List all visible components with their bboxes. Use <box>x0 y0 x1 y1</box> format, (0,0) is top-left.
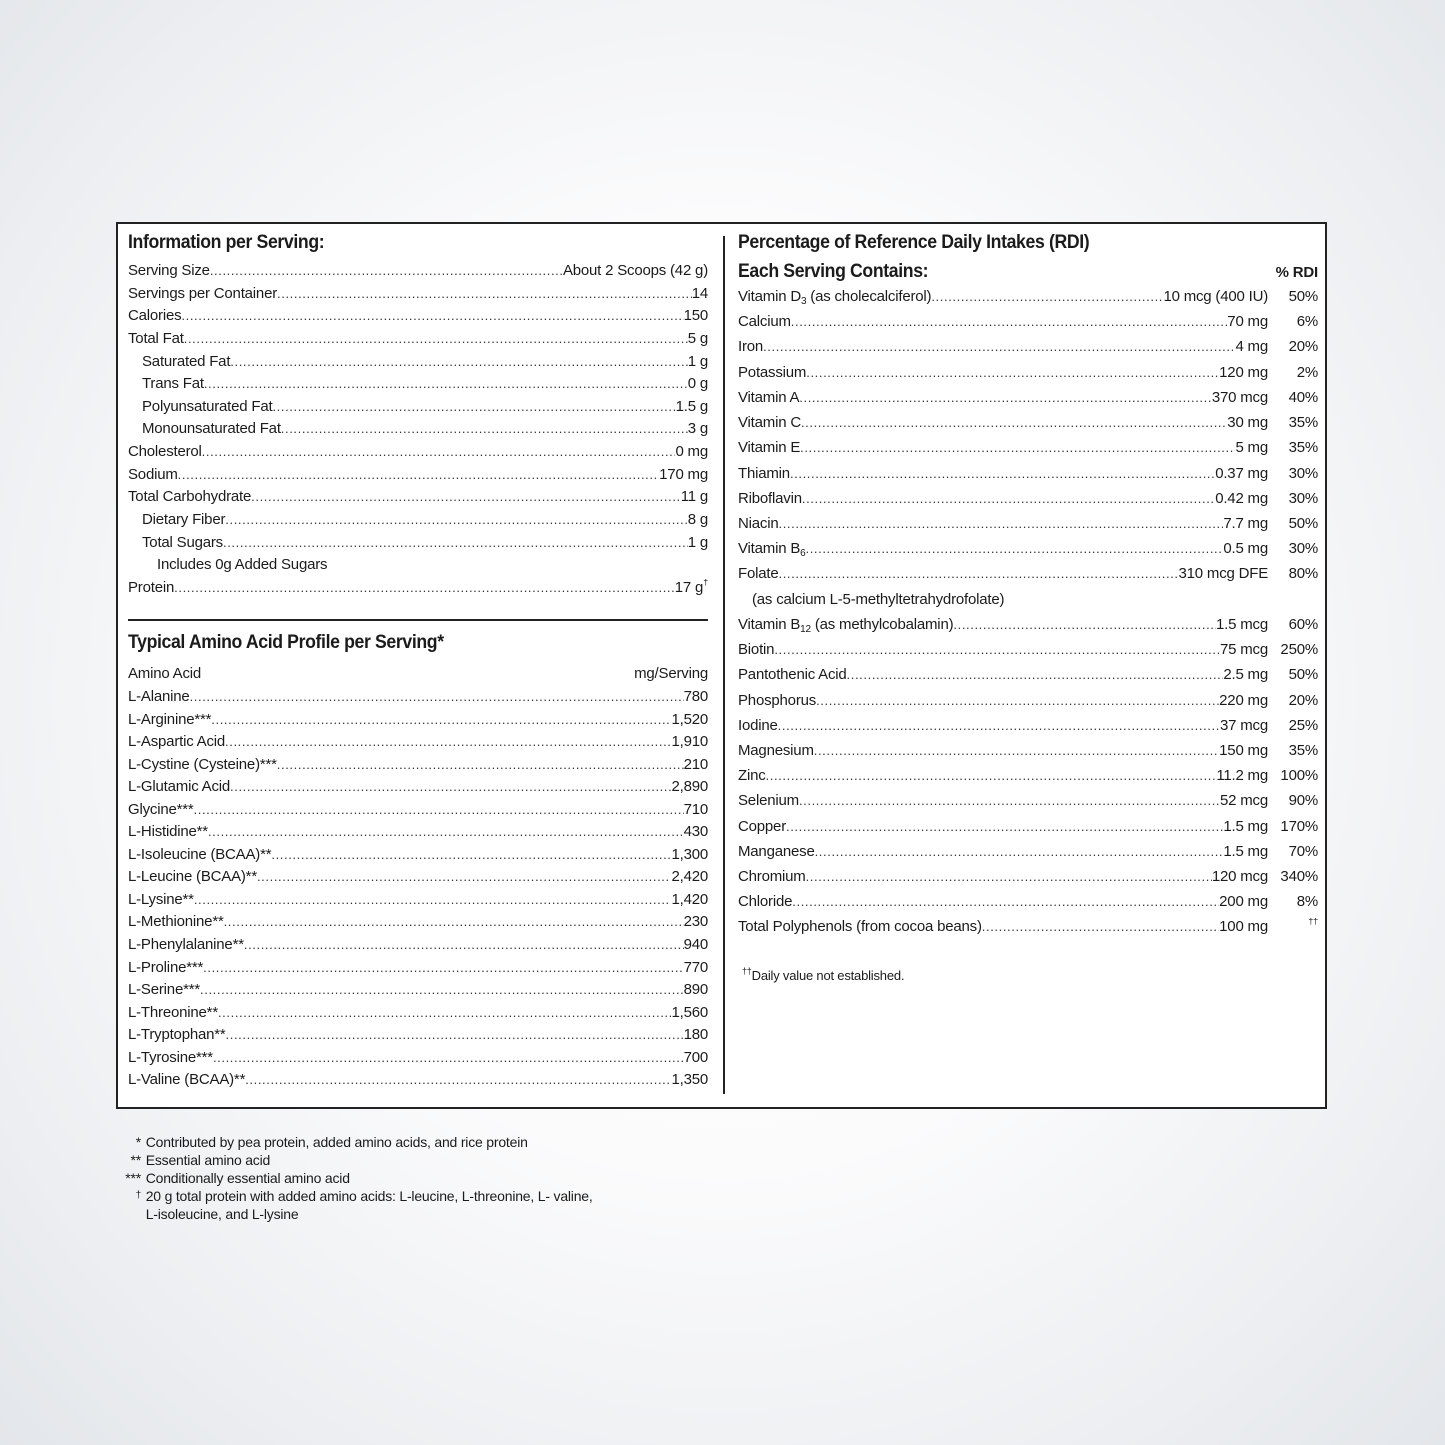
rdi-name: Riboflavin <box>738 489 802 507</box>
rdi-value: 100 mg <box>1219 918 1268 936</box>
dot-leader <box>799 390 1212 405</box>
rdi-pct: 8% <box>1296 893 1318 911</box>
serving-row <box>128 330 708 353</box>
rdi-row <box>738 490 1318 515</box>
serving-row <box>128 534 708 557</box>
footnote-mark: † <box>135 1190 141 1201</box>
rdi-name-subscript: 6 <box>800 548 806 560</box>
amino-name: Glycine*** <box>128 800 194 818</box>
serving-row <box>128 307 708 330</box>
amino-column-header <box>128 665 708 682</box>
footnote-line <box>119 1133 593 1151</box>
dot-leader <box>791 314 1228 329</box>
serving-row <box>128 556 708 579</box>
serving-value: 11 g <box>680 488 708 506</box>
dot-leader <box>806 869 1212 884</box>
amino-name: L-Leucine (BCAA)** <box>128 868 257 886</box>
footnote-line <box>119 1169 593 1187</box>
amino-row <box>128 936 708 959</box>
rdi-name: Niacin <box>738 514 779 532</box>
amino-row <box>128 733 708 756</box>
serving-value: 8 g <box>687 511 708 529</box>
rdi-pct: 50% <box>1288 666 1318 684</box>
rdi-value: 310 mcg DFE <box>1178 565 1268 583</box>
dot-leader <box>218 1005 671 1020</box>
rdi-row <box>738 515 1318 540</box>
footnote-text: Contributed by pea protein, added amino acids, and rice protein <box>145 1134 528 1150</box>
rdi-value: 0.42 mg <box>1215 489 1268 507</box>
serving-value: 17 g† <box>674 578 708 596</box>
serving-row <box>128 262 708 285</box>
rdi-row <box>738 389 1318 414</box>
footnote-line <box>119 1205 593 1223</box>
dot-leader <box>204 376 688 391</box>
rdi-name: Iron <box>738 338 764 356</box>
footnote-mark: ** <box>130 1152 141 1168</box>
dot-leader <box>816 693 1219 708</box>
amino-row <box>128 1026 708 1049</box>
rdi-pct-mark: †† <box>1308 918 1318 927</box>
amino-value: 890 <box>683 981 708 999</box>
amino-row <box>128 801 708 824</box>
amino-name: L-Phenylalanine** <box>128 936 244 954</box>
amino-value: 700 <box>683 1048 708 1066</box>
amino-row <box>128 891 708 914</box>
rdi-row <box>738 843 1318 868</box>
dot-leader <box>181 308 683 323</box>
rdi-name: Potassium <box>738 363 807 381</box>
serving-value: 150 <box>683 307 708 325</box>
footnote-mark: *** <box>125 1170 141 1186</box>
rdi-pct: 40% <box>1288 388 1318 406</box>
dot-leader <box>245 1072 671 1087</box>
rdi-row <box>738 666 1318 691</box>
serving-value: 170 mg <box>659 465 708 483</box>
rdi-pct: 6% <box>1296 313 1318 331</box>
serving-value: 3 g <box>687 420 708 438</box>
dot-leader <box>814 743 1219 758</box>
amino-name: L-Serine*** <box>128 981 201 999</box>
dot-leader <box>178 467 659 482</box>
rdi-pct: 60% <box>1288 615 1318 633</box>
rdi-value: 200 mg <box>1219 893 1268 911</box>
rdi-pct: 250% <box>1280 641 1318 659</box>
dot-leader <box>226 1027 684 1042</box>
serving-row <box>128 579 708 602</box>
serving-name: Sodium <box>128 465 178 483</box>
rdi-row <box>738 893 1318 918</box>
rdi-value: 4 mg <box>1235 338 1268 356</box>
footnote-text: 20 g total protein with added amino acids: L-leucine, L-threonine, L- valine, <box>145 1188 593 1204</box>
dv-footnote-text: Daily value not established. <box>751 968 905 983</box>
serving-name: Includes 0g Added Sugars <box>157 556 328 574</box>
serving-name: Total Fat <box>128 329 184 347</box>
dot-leader <box>801 415 1227 430</box>
rdi-name: Zinc <box>738 767 766 785</box>
rdi-value: 120 mg <box>1219 363 1268 381</box>
supplement-facts-panel <box>116 222 1327 1109</box>
dot-leader <box>806 541 1224 556</box>
dot-leader <box>200 982 684 997</box>
dot-leader <box>790 466 1215 481</box>
rdi-pct: 50% <box>1288 288 1318 305</box>
rdi-row <box>738 565 1318 590</box>
footnote-line <box>119 1187 593 1205</box>
rdi-value: 1.5 mg <box>1223 817 1268 835</box>
dot-leader <box>281 421 688 436</box>
serving-value: 1 g <box>687 533 708 551</box>
rdi-pct: 80% <box>1288 565 1318 583</box>
dv-footnote-mark: †† <box>742 966 752 976</box>
serving-name: Total Sugars <box>142 533 223 551</box>
serving-name: Trans Fat <box>142 375 204 393</box>
rdi-pct: 30% <box>1288 540 1318 558</box>
rdi-pct: 35% <box>1288 414 1318 432</box>
rdi-row <box>738 338 1318 363</box>
rdi-name-subscript: 12 <box>800 623 811 635</box>
footnote-mark: * <box>135 1134 141 1150</box>
rdi-pct <box>1268 918 1318 935</box>
rdi-row <box>738 313 1318 338</box>
rdi-row <box>738 364 1318 389</box>
amino-value: 1,420 <box>671 890 708 908</box>
dot-leader <box>230 779 671 794</box>
dot-leader <box>257 869 671 884</box>
amino-name: L-Lysine** <box>128 890 194 908</box>
rdi-name: Biotin <box>738 641 775 659</box>
rdi-name: Vitamin $B_{12}$ (as methylcobalamin) <box>738 615 954 635</box>
rdi-name: Iodine <box>738 716 778 734</box>
amino-row <box>128 846 708 869</box>
rdi-name: Total Polyphenols (from cocoa beans) <box>738 918 982 936</box>
rdi-name: Chloride <box>738 893 793 911</box>
dot-leader <box>779 566 1179 581</box>
rdi-value: 10 mcg (400 IU) <box>1163 288 1268 305</box>
rdi-row <box>738 818 1318 843</box>
rdi-pct: 35% <box>1288 741 1318 759</box>
dot-leader <box>210 263 563 278</box>
amino-name: L-Aspartic Acid <box>128 733 226 751</box>
dot-leader <box>225 512 687 527</box>
amino-value: 2,890 <box>671 778 708 796</box>
serving-value-mark: † <box>703 578 708 587</box>
rdi-name: Vitamin $B_6$ <box>738 540 806 560</box>
amino-value: 1,520 <box>671 710 708 728</box>
rdi-row <box>738 465 1318 490</box>
rdi-pct: 170% <box>1280 817 1318 835</box>
rdi-pct: 50% <box>1288 514 1318 532</box>
dot-leader <box>271 847 671 862</box>
rdi-value: 37 mcg <box>1220 716 1268 734</box>
rdi-name-subscript: 3 <box>800 296 807 307</box>
amino-name: L-Cystine (Cysteine)*** <box>128 755 277 773</box>
rdi-name: Magnesium <box>738 741 814 759</box>
rdi-name: Vitamin E <box>738 439 801 457</box>
serving-value: 0 mg <box>675 443 708 461</box>
amino-name: L-Glutamic Acid <box>128 778 231 796</box>
rdi-pct: 25% <box>1288 716 1318 734</box>
amino-value: 230 <box>683 913 708 931</box>
rdi-name: Thiamin <box>738 464 790 482</box>
dot-leader <box>774 642 1220 657</box>
serving-list <box>128 262 708 602</box>
amino-value: 940 <box>683 936 708 954</box>
amino-row <box>128 1004 708 1027</box>
dot-leader <box>277 286 692 301</box>
dot-leader <box>208 824 684 839</box>
dot-leader <box>931 289 1163 304</box>
serving-name: Serving Size <box>128 262 210 279</box>
dot-leader <box>194 892 672 907</box>
dot-leader <box>225 734 671 749</box>
dot-leader <box>223 535 688 550</box>
amino-name: L-Tyrosine*** <box>128 1048 213 1066</box>
amino-name: L-Histidine** <box>128 823 208 841</box>
dot-leader <box>244 937 684 952</box>
serving-row <box>128 420 708 443</box>
rdi-pct: 90% <box>1288 792 1318 810</box>
amino-row <box>128 913 708 936</box>
dot-leader <box>272 399 675 414</box>
serving-name: Monounsaturated Fat <box>142 420 281 438</box>
dot-leader <box>778 516 1223 531</box>
footnote-text: Conditionally essential amino acid <box>145 1170 350 1186</box>
rdi-value: 370 mcg <box>1211 388 1268 406</box>
rdi-name: (as calcium L-5-methyltetrahydrofolate) <box>752 590 1005 608</box>
amino-heading: Typical Amino Acid Profile per Serving* <box>128 632 444 653</box>
rdi-value: 30 mg <box>1227 414 1268 432</box>
dot-leader <box>806 365 1219 380</box>
dot-leader <box>763 339 1235 354</box>
amino-value: 1,350 <box>671 1071 708 1089</box>
rdi-subheading: Each Serving Contains: <box>738 261 929 282</box>
dot-leader <box>799 793 1220 808</box>
amino-name: L-Arginine*** <box>128 710 212 728</box>
footnote-text: L-isoleucine, and L-lysine <box>145 1206 299 1222</box>
footnotes <box>119 1133 593 1223</box>
amino-name: L-Valine (BCAA)** <box>128 1071 246 1089</box>
rdi-list <box>738 288 1318 944</box>
rdi-name: Calcium <box>738 313 791 331</box>
amino-name: L-Isoleucine (BCAA)** <box>128 845 272 863</box>
rdi-value: 120 mcg <box>1211 868 1268 886</box>
rdi-row <box>738 717 1318 742</box>
serving-row <box>128 443 708 466</box>
serving-name: Polyunsaturated Fat <box>142 397 273 415</box>
dot-leader <box>211 712 671 727</box>
dot-leader <box>800 440 1235 455</box>
amino-row <box>128 959 708 982</box>
rdi-row <box>738 439 1318 464</box>
rdi-row <box>738 742 1318 767</box>
rdi-pct: 100% <box>1280 767 1318 785</box>
rdi-value: 7.7 mg <box>1223 514 1268 532</box>
dv-footnote <box>742 968 904 983</box>
rdi-name: Vitamin A <box>738 388 800 406</box>
serving-name: Saturated Fat <box>142 352 231 370</box>
rdi-pct: 30% <box>1288 489 1318 507</box>
dot-leader <box>277 757 684 772</box>
dot-leader <box>982 919 1219 934</box>
rdi-value: 52 mcg <box>1220 792 1268 810</box>
dot-leader <box>792 894 1219 909</box>
dot-leader <box>194 802 684 817</box>
rdi-row <box>738 591 1318 616</box>
rdi-row <box>738 868 1318 893</box>
amino-row <box>128 1071 708 1094</box>
amino-row <box>128 868 708 891</box>
rdi-name: Vitamin C <box>738 414 801 432</box>
dot-leader <box>802 491 1215 506</box>
dot-leader <box>202 444 676 459</box>
rdi-row <box>738 918 1318 943</box>
dot-leader <box>786 819 1223 834</box>
rdi-row <box>738 641 1318 666</box>
rdi-value: 150 mg <box>1219 741 1268 759</box>
serving-row <box>128 285 708 308</box>
rdi-row <box>738 414 1318 439</box>
amino-value: 780 <box>683 688 708 705</box>
rdi-row <box>738 616 1318 641</box>
amino-row <box>128 756 708 779</box>
rdi-row <box>738 792 1318 817</box>
rdi-pct: 20% <box>1288 338 1318 356</box>
serving-value: 1.5 g <box>675 397 708 415</box>
section-divider <box>128 619 708 621</box>
amino-value: 210 <box>683 755 708 773</box>
rdi-value: 70 mg <box>1227 313 1268 331</box>
rdi-value: 0.37 mg <box>1215 464 1268 482</box>
rdi-pct-header: % RDI <box>1275 264 1318 281</box>
rdi-value: 2.5 mg <box>1223 666 1268 684</box>
rdi-row <box>738 767 1318 792</box>
serving-name: Servings per Container <box>128 284 278 302</box>
amino-name: L-Alanine <box>128 688 190 705</box>
rdi-row <box>738 288 1318 313</box>
rdi-name: Copper <box>738 817 786 835</box>
dot-leader <box>203 960 683 975</box>
amino-value: 430 <box>683 823 708 841</box>
rdi-name: Phosphorus <box>738 691 817 709</box>
serving-heading: Information per Serving: <box>128 232 325 253</box>
rdi-value: 220 mg <box>1219 691 1268 709</box>
rdi-pct: 2% <box>1296 363 1318 381</box>
serving-value: 0 g <box>687 375 708 393</box>
dot-leader <box>224 914 684 929</box>
rdi-value: 11.2 mg <box>1216 767 1268 785</box>
rdi-name: Selenium <box>738 792 799 810</box>
dot-leader <box>778 718 1220 733</box>
dot-leader <box>953 617 1216 632</box>
dot-leader <box>230 354 687 369</box>
amino-list <box>128 688 708 1094</box>
rdi-pct: 70% <box>1288 842 1318 860</box>
serving-row <box>128 353 708 376</box>
rdi-value: 1.5 mcg <box>1216 615 1268 633</box>
column-divider <box>723 236 725 1094</box>
amino-row <box>128 688 708 711</box>
rdi-pct: 20% <box>1288 691 1318 709</box>
amino-row <box>128 1049 708 1072</box>
serving-value: 14 <box>691 284 708 302</box>
amino-name: L-Proline*** <box>128 958 204 976</box>
dot-leader <box>251 489 681 504</box>
amino-value: 710 <box>683 800 708 818</box>
rdi-pct: 35% <box>1288 439 1318 457</box>
dot-leader <box>190 689 684 704</box>
amino-name: L-Tryptophan** <box>128 1026 226 1044</box>
footnote-text: Essential amino acid <box>145 1152 271 1168</box>
serving-name: Cholesterol <box>128 443 202 461</box>
rdi-name: Manganese <box>738 842 815 860</box>
rdi-value: 75 mcg <box>1220 641 1268 659</box>
serving-value: About 2 Scoops (42 g) <box>562 262 708 279</box>
amino-value: 180 <box>683 1026 708 1044</box>
rdi-value: 5 mg <box>1235 439 1268 457</box>
serving-value: 1 g <box>687 352 708 370</box>
rdi-heading: Percentage of Reference Daily Intakes (RDI) <box>738 232 1090 253</box>
amino-name: L-Threonine** <box>128 1003 218 1021</box>
rdi-row <box>738 540 1318 565</box>
dot-leader <box>184 331 688 346</box>
amino-row <box>128 823 708 846</box>
amino-row <box>128 711 708 734</box>
serving-name: Protein <box>128 578 175 596</box>
rdi-pct: 30% <box>1288 464 1318 482</box>
serving-row <box>128 488 708 511</box>
dot-leader <box>174 580 675 595</box>
amino-row <box>128 981 708 1004</box>
footnote-line <box>119 1151 593 1169</box>
rdi-name: Chromium <box>738 868 806 886</box>
rdi-row <box>738 692 1318 717</box>
amino-value: 1,300 <box>671 845 708 863</box>
amino-value: 1,910 <box>671 733 708 751</box>
serving-name: Calories <box>128 307 182 325</box>
serving-name: Dietary Fiber <box>142 511 226 529</box>
amino-value: 1,560 <box>671 1003 708 1021</box>
rdi-name: Vitamin $D_3$ (as cholecalciferol) <box>738 288 932 307</box>
rdi-name: Folate <box>738 565 779 583</box>
serving-row <box>128 466 708 489</box>
serving-value: 5 g <box>687 329 708 347</box>
dot-leader <box>815 844 1224 859</box>
rdi-name: Pantothenic Acid <box>738 666 847 684</box>
rdi-subheader <box>738 261 1318 283</box>
amino-col-value: mg/Serving <box>634 665 708 682</box>
serving-name: Total Carbohydrate <box>128 488 252 506</box>
dot-leader <box>847 667 1224 682</box>
dot-leader <box>766 768 1217 783</box>
rdi-value: 1.5 mg <box>1223 842 1268 860</box>
amino-value: 770 <box>683 958 708 976</box>
serving-row <box>128 375 708 398</box>
amino-col-name: Amino Acid <box>128 665 202 682</box>
amino-name: L-Methionine** <box>128 913 224 931</box>
rdi-pct: 340% <box>1280 868 1318 886</box>
amino-value: 2,420 <box>671 868 708 886</box>
rdi-value: 0.5 mg <box>1223 540 1268 558</box>
serving-row <box>128 398 708 421</box>
serving-row <box>128 511 708 534</box>
amino-row <box>128 778 708 801</box>
dot-leader <box>213 1050 684 1065</box>
